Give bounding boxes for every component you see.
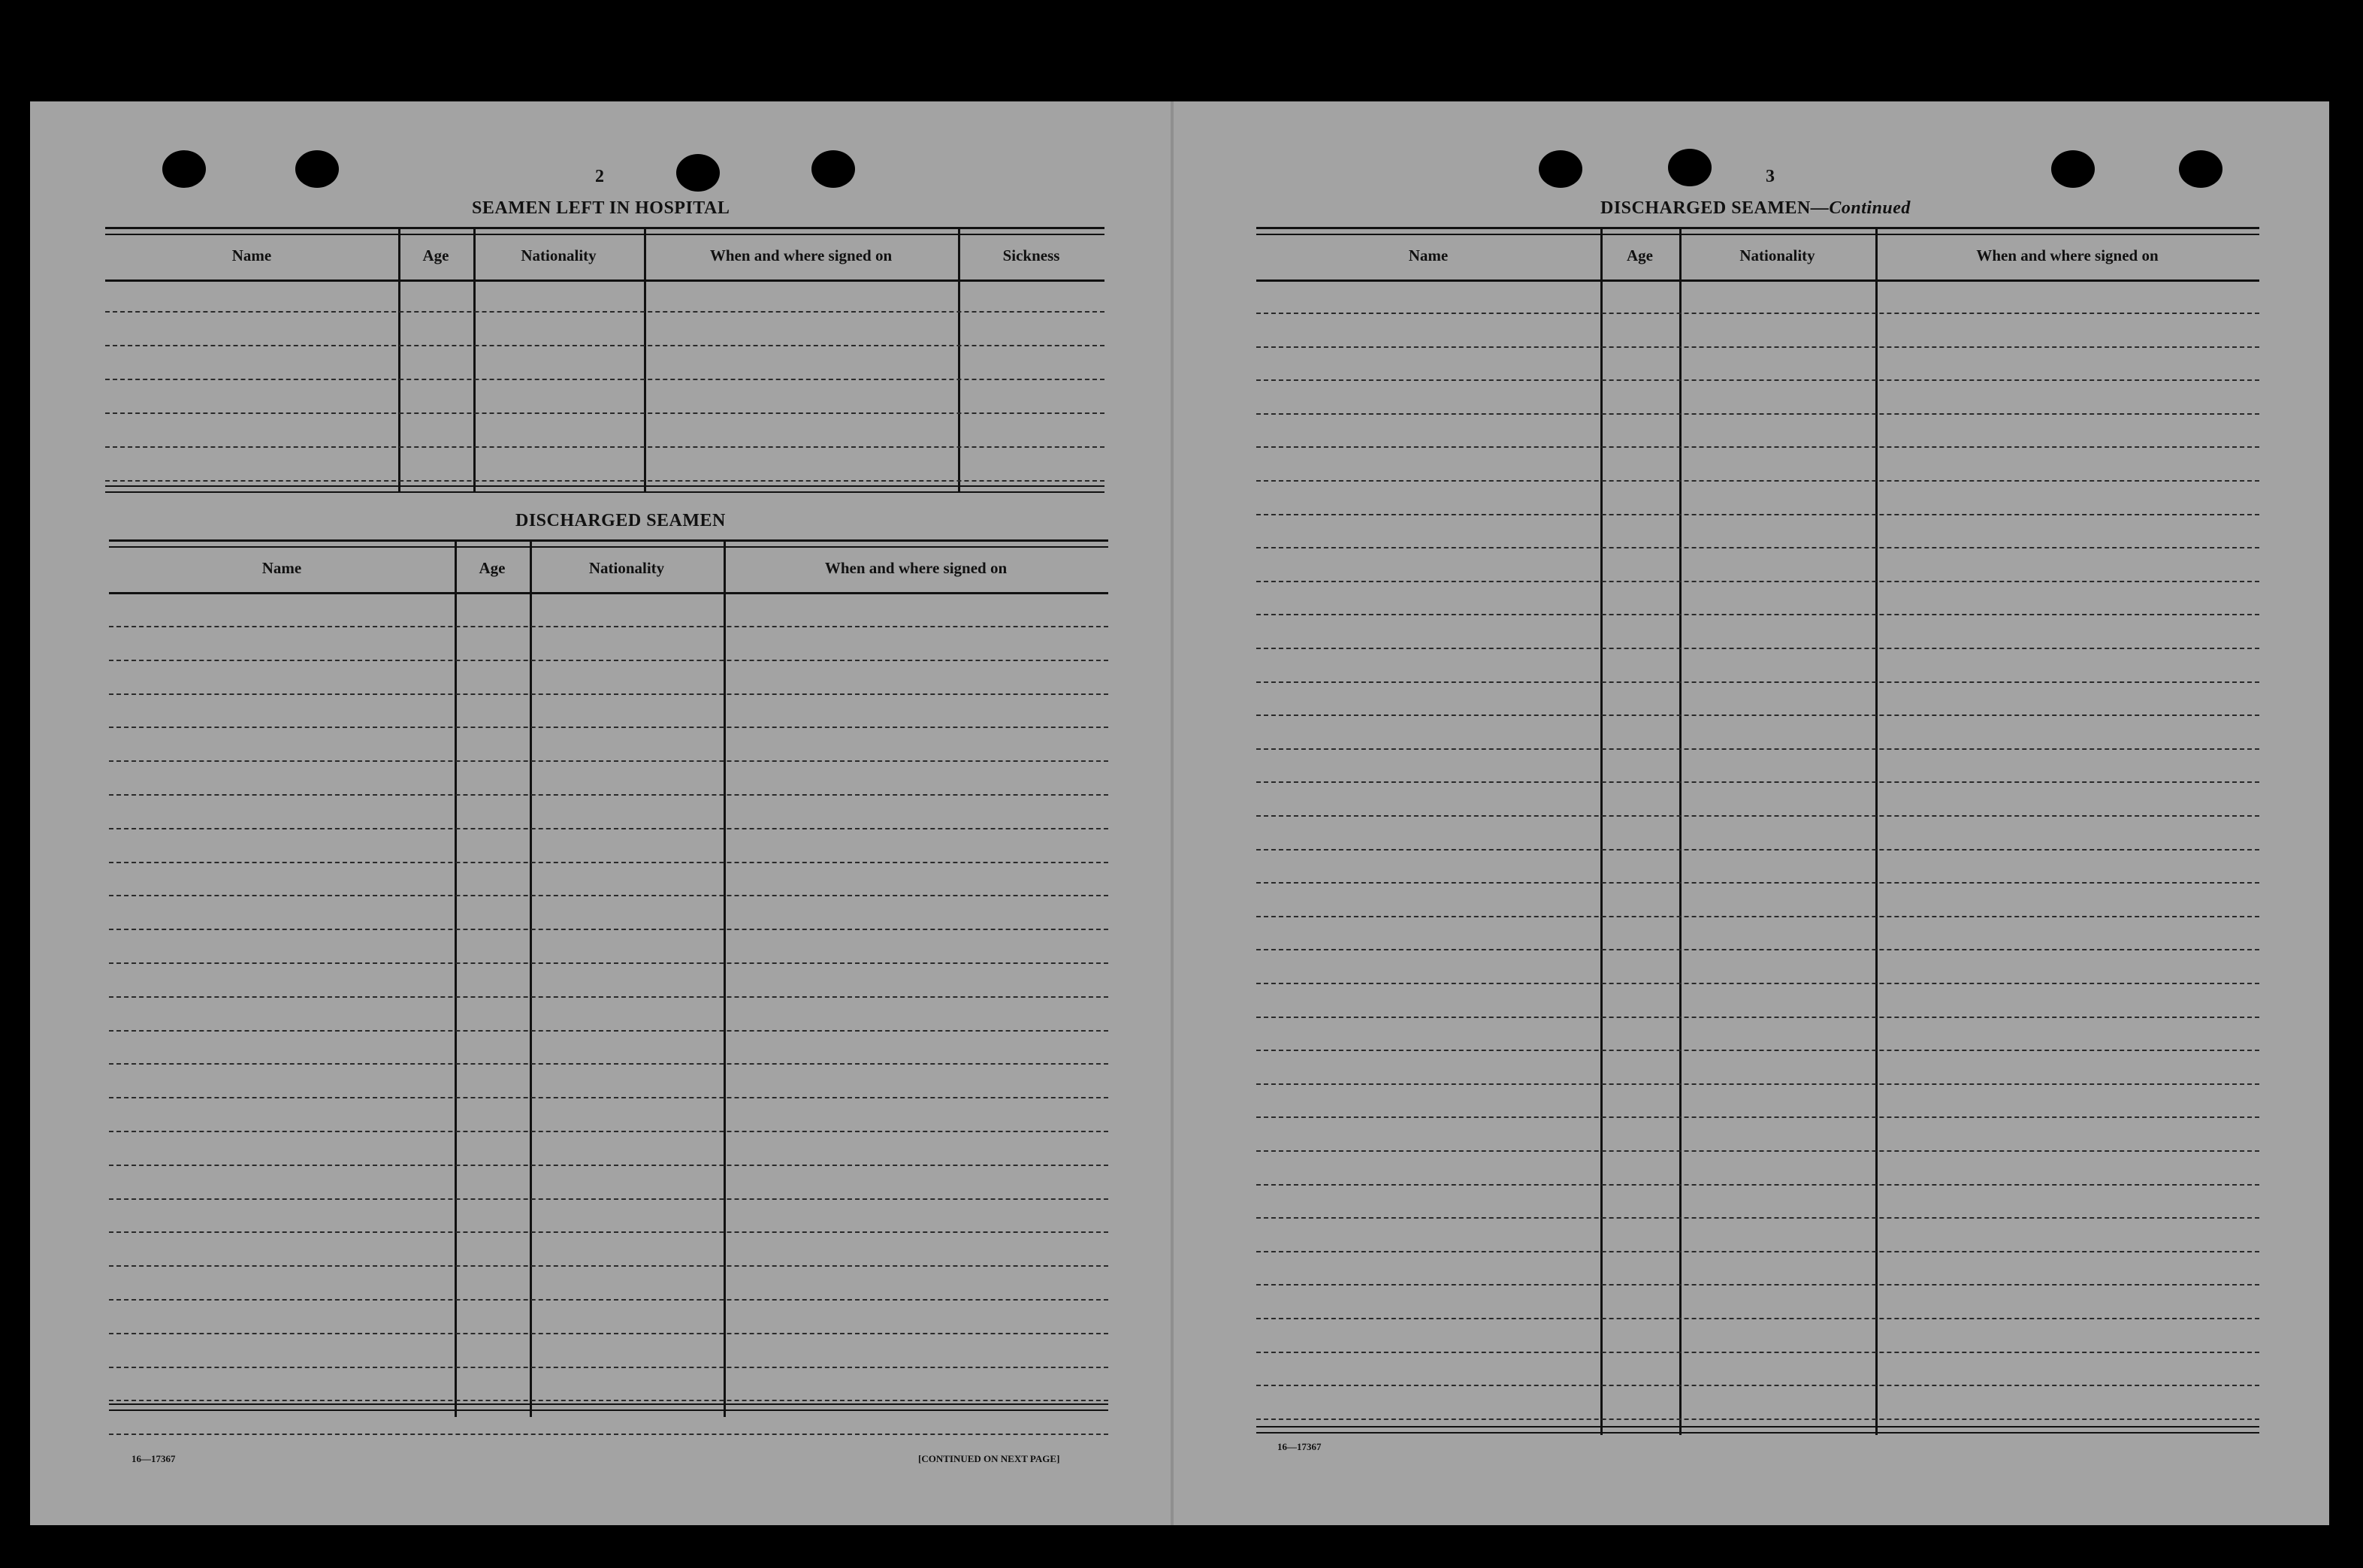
column-header-name: Name: [231, 246, 272, 264]
column-divider: [530, 539, 532, 1417]
column-divider: [958, 227, 960, 491]
page-number: 3: [1766, 167, 1775, 186]
table-row: [109, 962, 1108, 964]
table-row: [1256, 949, 2259, 950]
hospital-table: [105, 227, 1104, 491]
table-row: [1256, 581, 2259, 582]
discharged-table: [109, 539, 1108, 1417]
table-row: [1256, 1150, 2259, 1152]
table-row: [109, 727, 1108, 728]
table-header-rule: [105, 279, 1104, 282]
table-bottom-rule: [105, 485, 1104, 493]
column-divider: [1600, 227, 1603, 1435]
punch-hole: [2051, 150, 2095, 188]
table-row: [1256, 916, 2259, 917]
table-row: [1256, 514, 2259, 515]
table-row: [109, 862, 1108, 863]
table-row: [1256, 1116, 2259, 1118]
table-bottom-rule: [109, 1403, 1108, 1411]
column-header-age: Age: [479, 559, 506, 577]
table-bottom-rule: [1256, 1426, 2259, 1434]
table-row: [1256, 446, 2259, 448]
table-row: [1256, 1050, 2259, 1051]
table-row: [109, 1030, 1108, 1032]
column-header-nationality: Nationality: [588, 559, 665, 577]
column-divider: [473, 227, 476, 491]
table-row: [1256, 1184, 2259, 1186]
column-header-signed-on: When and where signed on: [709, 246, 893, 264]
table-row: [105, 379, 1104, 380]
table-row: [1256, 715, 2259, 716]
punch-hole: [811, 150, 855, 188]
section-title-hospital: SEAMEN LEFT IN HOSPITAL: [472, 198, 730, 218]
table-row: [109, 1198, 1108, 1200]
table-row: [105, 412, 1104, 414]
form-number: 16—17367: [1277, 1441, 1322, 1452]
column-header-sickness: Sickness: [1002, 246, 1060, 264]
table-row: [105, 480, 1104, 482]
table-row: [105, 446, 1104, 448]
column-header-age: Age: [1627, 246, 1653, 264]
column-header-name: Name: [1408, 246, 1449, 264]
table-row: [109, 626, 1108, 627]
table-row: [109, 760, 1108, 762]
table-row: [1256, 1418, 2259, 1420]
table-row: [105, 345, 1104, 346]
table-row: [109, 1434, 1108, 1435]
page-fold: [1171, 101, 1174, 1525]
table-row: [1256, 1251, 2259, 1252]
table-row: [1256, 849, 2259, 850]
table-top-rule: [1256, 227, 2259, 235]
punch-hole: [162, 150, 206, 188]
table-row: [109, 1333, 1108, 1334]
table-row: [1256, 313, 2259, 314]
table-top-rule: [105, 227, 1104, 235]
table-row: [1256, 1017, 2259, 1018]
punch-hole: [295, 150, 339, 188]
table-header-rule: [109, 592, 1108, 594]
table-row: [105, 311, 1104, 313]
table-row: [109, 996, 1108, 998]
table-row: [109, 1097, 1108, 1098]
table-row: [109, 693, 1108, 695]
discharged-continued-table: [1256, 227, 2259, 1435]
table-row: [1256, 815, 2259, 817]
column-header-name: Name: [261, 559, 302, 577]
table-row: [1256, 1385, 2259, 1386]
form-number: 16—17367: [131, 1453, 176, 1464]
continued-note: [CONTINUED ON NEXT PAGE]: [918, 1453, 1060, 1464]
table-row: [1256, 1352, 2259, 1353]
table-row: [109, 1367, 1108, 1368]
table-row: [1256, 1083, 2259, 1085]
column-divider: [1875, 227, 1878, 1435]
table-row: [1256, 614, 2259, 615]
section-title-suffix: —Continued: [1810, 198, 1911, 218]
table-row: [109, 1299, 1108, 1301]
table-row: [1256, 681, 2259, 683]
table-row: [109, 895, 1108, 896]
table-row: [1256, 1318, 2259, 1319]
section-title-discharged: DISCHARGED SEAMEN: [515, 511, 726, 530]
section-title-discharged-continued: [1600, 198, 1911, 219]
table-row: [1256, 1217, 2259, 1219]
column-divider: [1679, 227, 1682, 1435]
table-header-rule: [1256, 279, 2259, 282]
column-header-nationality: Nationality: [521, 246, 597, 264]
table-row: [1256, 346, 2259, 348]
column-header-nationality: Nationality: [1739, 246, 1815, 264]
table-row: [109, 828, 1108, 829]
column-header-signed-on: When and where signed on: [1976, 246, 2159, 264]
table-row: [109, 1400, 1108, 1401]
punch-hole: [1539, 150, 1582, 188]
table-row: [109, 929, 1108, 930]
page-number: 2: [595, 167, 604, 186]
table-row: [109, 660, 1108, 661]
table-row: [1256, 480, 2259, 482]
punch-hole: [2179, 150, 2222, 188]
table-row: [109, 1063, 1108, 1065]
table-row: [109, 1231, 1108, 1233]
table-top-rule: [109, 539, 1108, 548]
column-divider: [455, 539, 457, 1417]
column-divider: [644, 227, 646, 491]
table-row: [1256, 1284, 2259, 1286]
table-row: [1256, 882, 2259, 884]
punch-hole: [676, 154, 720, 192]
punch-hole: [1668, 149, 1712, 186]
column-divider: [724, 539, 726, 1417]
table-row: [1256, 648, 2259, 649]
table-row: [1256, 983, 2259, 984]
column-divider: [398, 227, 400, 491]
table-row: [1256, 413, 2259, 415]
table-row: [1256, 748, 2259, 750]
table-row: [109, 1131, 1108, 1132]
table-row: [109, 1165, 1108, 1166]
column-header-age: Age: [422, 246, 449, 264]
column-header-signed-on: When and where signed on: [824, 559, 1008, 577]
table-row: [109, 1265, 1108, 1267]
section-title-main: DISCHARGED SEAMEN: [1600, 198, 1811, 218]
table-row: [1256, 547, 2259, 548]
table-row: [1256, 781, 2259, 783]
table-row: [109, 794, 1108, 796]
table-row: [1256, 379, 2259, 381]
